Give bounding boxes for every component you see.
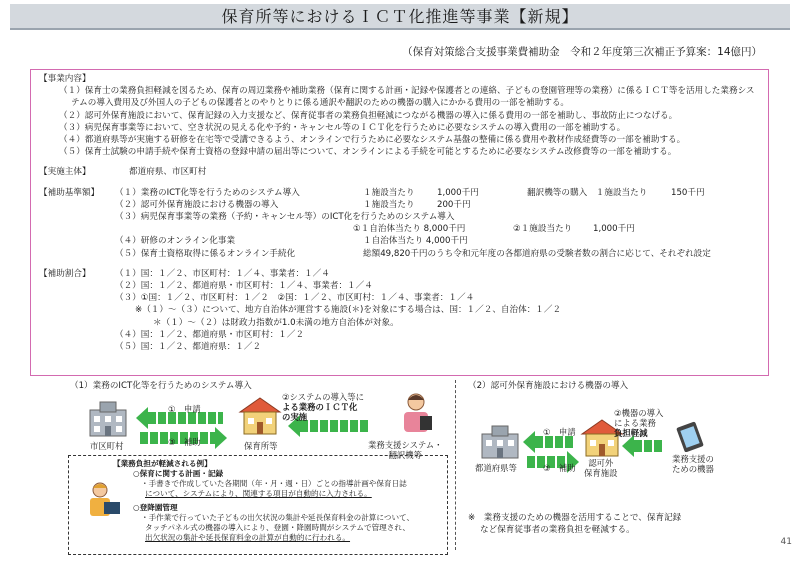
intro-label-2: ②機器の導入 による業務 負担軽減 bbox=[614, 408, 664, 438]
standard-unit: 翻訳機等の購入 １施設当たり bbox=[527, 187, 648, 198]
diagram-divider bbox=[455, 380, 456, 550]
ratio-note: ※（１）～（３）について、地方自治体が運営する施設(＊)を対象にする場合は、国：１／２、自治体：１／２ bbox=[135, 305, 562, 316]
standard-item: （４）研修のオンライン化事業 bbox=[115, 236, 236, 247]
summary-box bbox=[30, 69, 769, 376]
implementer-section bbox=[39, 166, 760, 178]
burden-text: タッチパネル式の機器の導入により、登園・降園時間がシステムで管理され、 bbox=[145, 523, 411, 532]
apply-label: ① 申請 bbox=[168, 404, 201, 414]
standard-amount: 150千円 bbox=[671, 187, 705, 198]
ratio-item: （４）国：１／２、都道府県・市区町村：１／２ bbox=[115, 329, 305, 340]
burden-text: 出欠状況の集計や延長保育料金の計算が自動的に行われる。 bbox=[145, 533, 351, 542]
staff-at-laptop-icon bbox=[86, 480, 122, 520]
ratio-section bbox=[39, 268, 760, 353]
standard-section bbox=[39, 187, 760, 260]
standard-amount: ①１自治体当たり 8,000千円 bbox=[353, 224, 466, 235]
pref-label: 都道府県等 bbox=[475, 463, 517, 473]
right-note: ※ 業務支援のための機器を活用することで、保育記録 など保育従事者の業務負担を軽減する。 bbox=[468, 513, 682, 535]
ratio-item: （１）国：１／２、市区町村：１／４、事業者：１／４ bbox=[115, 268, 330, 279]
intro-arrow-2 bbox=[634, 440, 664, 452]
city-label: 市区町村 bbox=[90, 441, 124, 451]
standard-item: （２）認可外保育施設における機器の導入 bbox=[115, 199, 279, 210]
burden-text: ・手作業で行っていた子どもの出欠状況の集計や延長保育料金の計算について、 bbox=[141, 513, 415, 522]
content-item: （１）保育士の業務負担軽減を図るため、保育の周辺業務や補助業務（保育に関する計画・記録や保護者との連絡、子どもの登園管理等の業務）に係るＩＣＴ等を活用した業務システムの導入費用及び外国人の子どもの保護者とのやりとりに係る通訳や翻訳のための機器の購入にかかる費用の一部を補助する。 bbox=[59, 86, 755, 109]
standard-unit: １施設当たり bbox=[363, 199, 415, 210]
implementer-header: 【実施主体】 bbox=[39, 167, 91, 178]
standard-header: 【補助基準額】 bbox=[39, 187, 100, 198]
content-item: （２）認可外保育施設において、保育記録の入力支援など、保育従事者の業務負担軽減につながる機器の導入に係る費用の一部を補助し、事故防止につなげる。 bbox=[59, 110, 678, 121]
burden-heading: ○登降園管理 bbox=[133, 503, 178, 512]
content-section bbox=[39, 73, 760, 158]
ratio-item: （５）国：１／２、都道府県：１／２ bbox=[115, 342, 262, 353]
diagram1-title: （1）業務のICT化等を行うためのシステム導入 bbox=[70, 381, 252, 391]
standard-amount: 1,000千円 bbox=[437, 187, 479, 198]
ratio-item: （２）国：１／２、都道府県・市区町村：１／４、事業者：１／４ bbox=[115, 281, 373, 292]
burden-example-box bbox=[68, 455, 448, 555]
content-item: （４）都道府県等が実施する研修を在宅等で受講できるよう、オンラインで行うために必要なシステム基盤の整備に係る費用や教材作成経費等の一部を補助する。 bbox=[59, 135, 686, 146]
subsidy-label-2: ③ 補助 bbox=[543, 463, 576, 473]
pref-office-icon bbox=[478, 424, 522, 460]
ratio-item: （３）①国：１／２、市区町村：１／２ ②国：１／２、市区町村：１／４、事業者：１／４ bbox=[115, 293, 475, 304]
intro-label: ②システムの導入等に よる業務のＩＣＴ化 の実施 bbox=[282, 392, 365, 422]
staff-with-tablet-icon bbox=[396, 392, 436, 436]
content-header: 【事業内容】 bbox=[39, 74, 91, 84]
device-label: 業務支援の ための機器 bbox=[672, 454, 714, 474]
subsidy-label: ③ 補助 bbox=[168, 437, 201, 447]
burden-title: 【業務負担が軽減される例】 bbox=[113, 459, 212, 468]
content-item: （３）病児保育事業等において、空き状況の見える化や予約・キャンセル等のＩＣＴ化を行うために必要なシステムの導入費用の一部を補助する。 bbox=[59, 122, 626, 133]
vendor-label: 業務支援システム・ 翻訳機等 bbox=[368, 440, 443, 460]
page-title: 保育所等におけるＩＣＴ化推進等事業【新規】 bbox=[10, 4, 790, 30]
nursery-icon bbox=[238, 396, 282, 438]
standard-item: （５）保育士資格取得に係るオンライン手続化 bbox=[115, 248, 296, 259]
budget-note: （保育対策総合支援事業費補助金 令和２年度第三次補正予算案：14億円） bbox=[402, 46, 762, 58]
facility-label: 認可外 保育施設 bbox=[584, 458, 618, 478]
standard-unit: １施設当たり bbox=[363, 187, 415, 198]
apply-label-2: ① 申請 bbox=[543, 427, 576, 437]
content-item: （５）保育士試験の申請手続や保育士資格の登録申請の届出等について、オンラインによる手続を可能とするために必要なシステム改修費等の一部を補助する。 bbox=[59, 147, 677, 158]
standard-item: （１）業務のICT化等を行うためのシステム導入 bbox=[115, 187, 300, 198]
page-number: 41 bbox=[780, 537, 792, 547]
ratio-header: 【補助割合】 bbox=[39, 268, 91, 279]
city-hall-icon bbox=[86, 400, 130, 438]
standard-item: （３）病児保育事業等の業務（予約・キャンセル等）のICT化を行うためのシステム導入 bbox=[115, 212, 455, 223]
standard-unit: ②１施設当たり bbox=[513, 224, 573, 235]
tablet-device-icon bbox=[676, 420, 706, 452]
burden-text: ・手書きで作成していた各期間（年・月・週・日）ごとの指導計画や保育日誌 bbox=[141, 479, 407, 488]
implementer-value: 都道府県、市区町村 bbox=[129, 167, 207, 178]
diagram2-title: （2）認可外保育施設における機器の導入 bbox=[468, 381, 629, 391]
standard-amount: 200千円 bbox=[437, 199, 471, 210]
standard-amount: 1,000千円 bbox=[593, 224, 635, 235]
burden-heading: ○保育に関する計画・記録 bbox=[133, 469, 224, 478]
nursery-label: 保育所等 bbox=[244, 441, 278, 451]
ratio-note: ＊（１）～（２）は財政力指数が1.0未満の地方自治体が対象。 bbox=[153, 317, 399, 328]
standard-amount: １自治体当たり 4,000千円 bbox=[363, 236, 468, 247]
standard-amount: 総額49,820千円のうち令和元年度の各都道府県の受験者数の割合に応じて、それぞれ設定 bbox=[363, 248, 711, 259]
burden-text: について、システムにより、関連する項目が自動的に入力される。 bbox=[145, 489, 372, 498]
